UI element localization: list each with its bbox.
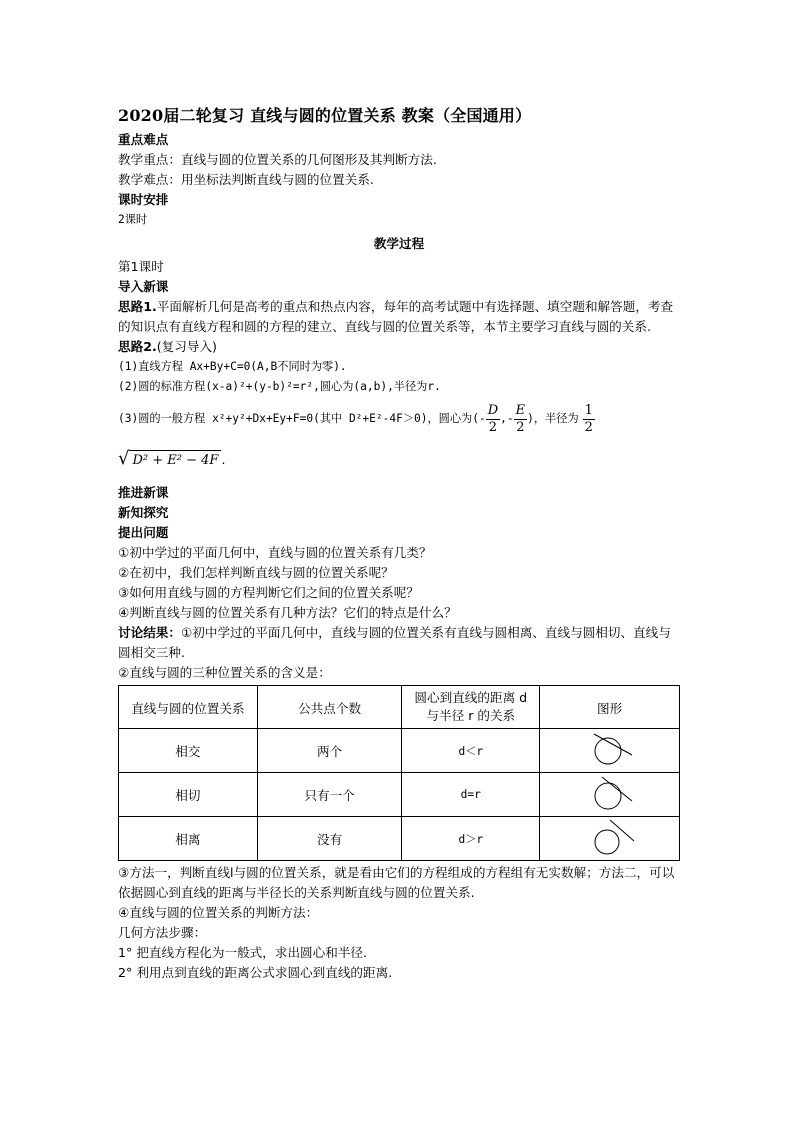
- key-point: 教学重点：直线与圆的位置关系的几何图形及其判断方法.: [118, 152, 437, 167]
- step-2: 2° 利用点到直线的距离公式求圆心到直线的距离.: [118, 965, 393, 980]
- idea-1-label: 思路1.: [118, 299, 157, 314]
- cell-relation: 相交: [119, 729, 258, 773]
- sqrt-radical: √ D² + E² − 4F: [118, 450, 221, 470]
- schedule-heading: 课时安排: [118, 192, 169, 207]
- difficult-point: 教学难点：用坐标法判断直线与圆的位置关系.: [118, 172, 374, 187]
- judge-line: ④直线与圆的位置关系的判断方法：: [118, 905, 319, 920]
- question-heading: 提出问题: [118, 525, 169, 540]
- meaning-line: ②直线与圆的三种位置关系的含义是：: [118, 665, 331, 680]
- question-1: ①初中学过的平面几何中，直线与圆的位置关系有几类？: [118, 545, 432, 560]
- intro-heading: 导入新课: [118, 279, 169, 294]
- lesson-1: 第1课时: [118, 259, 164, 274]
- item-2: (2)圆的标准方程(x-a)²+(y-b)²=r²,圆心为(a,b),半径为r.: [118, 380, 441, 393]
- discussion-text: ①初中学过的平面几何中，直线与圆的位置关系有直线与圆相离、直线与圆相切、直线与圆相交三种.: [118, 625, 671, 660]
- process-heading: 教学过程: [373, 236, 425, 251]
- frac-one-half: $\frac{1}{2}$: [584, 402, 593, 435]
- question-4: ④判断直线与圆的位置关系有几种方法？它们的特点是什么？: [118, 605, 457, 620]
- item-3: (3)圆的一般方程 x²+y²+Dx+Ey+F=0(其中 D²+E²-4F＞0)，圆心为(- $\frac{D}{2}$ ,- $\frac{E}{2}$ )，半径为 $\frac{1}{2}$: [118, 402, 593, 435]
- tangent-line-circle-figure: [580, 773, 640, 813]
- cell-points: 只有一个: [257, 773, 402, 817]
- schedule-value: 2课时: [118, 213, 148, 226]
- cell-figure: [540, 773, 680, 817]
- table-header-relation: 直线与圆的位置关系: [119, 686, 258, 729]
- frac-e-over-2: $\frac{E}{2}$: [515, 402, 526, 435]
- document-page: [118, 104, 680, 983]
- table-row: [119, 773, 680, 817]
- idea-2-text: (复习导入): [156, 339, 217, 354]
- cell-figure: [540, 817, 680, 861]
- question-3: ③如何用直线与圆的方程判断它们之间的位置关系呢？: [118, 585, 419, 600]
- geo-steps: 几何方法步骤：: [118, 925, 207, 940]
- idea-1: [118, 297, 680, 337]
- cell-relation: 相离: [119, 817, 258, 861]
- idea-1-text: 平面解析几何是高考的重点和热点内容，每年的高考试题中有选择题、填空题和解答题，考查的知识点有直线方程和圆的方程的建立、直线与圆的位置关系等，本节主要学习直线与圆的关系.: [118, 299, 674, 334]
- question-2: ②在初中，我们怎样判断直线与圆的位置关系呢？: [118, 565, 394, 580]
- table-header-distance: 圆心到直线的距离 d 与半径 r 的关系: [402, 686, 540, 729]
- sqrt-expression: [118, 447, 680, 473]
- discussion-label: 讨论结果：: [118, 625, 181, 640]
- item-1: (1)直线方程 Ax+By+C=0(A,B不同时为零).: [118, 360, 347, 373]
- advance-heading: 推进新课: [118, 485, 169, 500]
- method-text: ③方法一，判断直线l与圆的位置关系，就是看由它们的方程组成的方程组有无实数解；方法二，可以依据圆心到直线的距离与半径长的关系判断直线与圆的位置关系.: [118, 865, 675, 900]
- relation-table: [118, 685, 680, 861]
- explore-heading: 新知探究: [118, 505, 169, 520]
- cell-distance: d=r: [402, 773, 540, 817]
- idea-2: [118, 337, 680, 357]
- discussion-result: [118, 623, 680, 663]
- table-row: [119, 729, 680, 773]
- idea-2-label: 思路2.: [118, 339, 157, 354]
- item-3-pre: (3)圆的一般方程 x²+y²+Dx+Ey+F=0(其中 D²+E²-4F＞0)，圆心为(-: [118, 412, 486, 425]
- table-header-row: [119, 686, 680, 729]
- page-title: 2020届二轮复习 直线与圆的位置关系 教案（全国通用）: [118, 106, 532, 125]
- step-1: 1° 把直线方程化为一般式，求出圆心和半径.: [118, 945, 368, 960]
- key-points-heading: 重点难点: [118, 132, 169, 147]
- cell-relation: 相切: [119, 773, 258, 817]
- sqrt-tail: .: [221, 452, 226, 467]
- frac-d-over-2: $\frac{D}{2}$: [487, 402, 499, 435]
- separate-line-circle-figure: [580, 817, 640, 857]
- cell-figure: [540, 729, 680, 773]
- cell-points: 两个: [257, 729, 402, 773]
- table-header-figure: 图形: [540, 686, 680, 729]
- cell-distance: d＜r: [402, 729, 540, 773]
- table-header-points: 公共点个数: [257, 686, 402, 729]
- secant-line-circle-figure: [580, 729, 640, 769]
- item-3-mid: ，半径为: [533, 412, 579, 425]
- table-row: [119, 817, 680, 861]
- cell-points: 没有: [257, 817, 402, 861]
- cell-distance: d＞r: [402, 817, 540, 861]
